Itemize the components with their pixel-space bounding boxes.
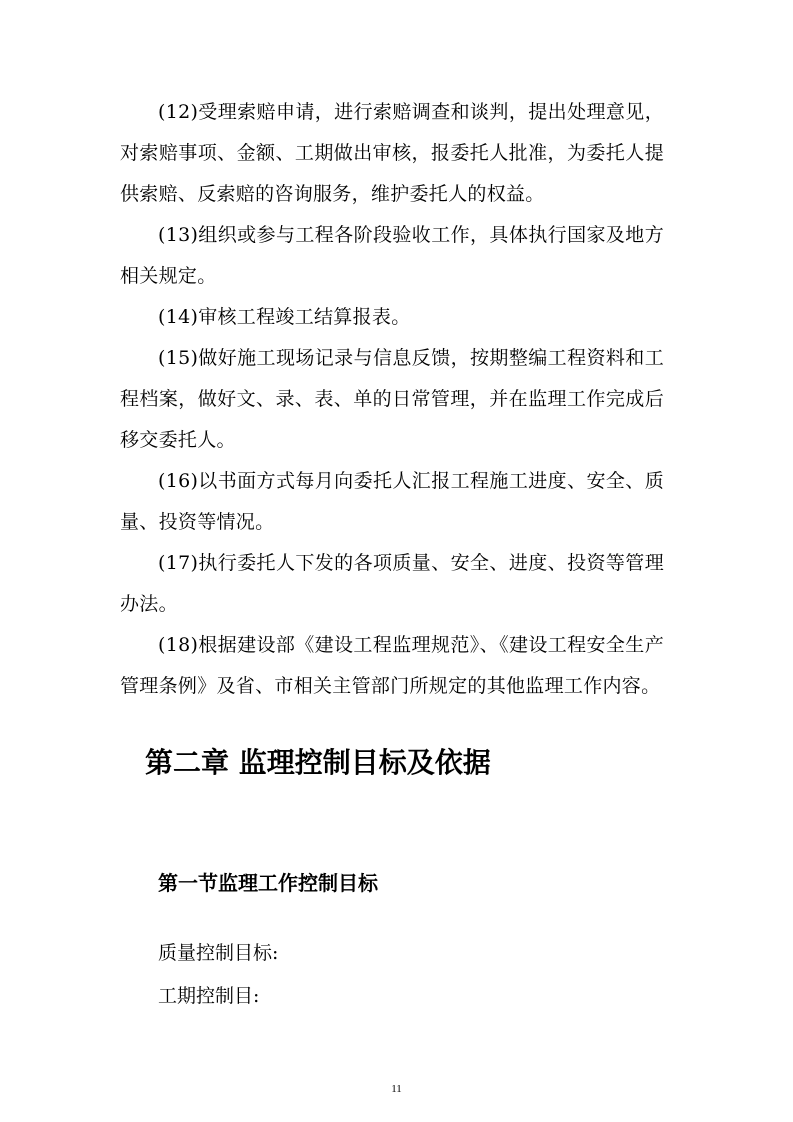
paragraph-item-16: (16)以书面方式每月向委托人汇报工程施工进度、安全、质量、投资等情况。 bbox=[120, 470, 664, 533]
chapter-title: 第二章 监理控制目标及依据 bbox=[145, 746, 491, 779]
paragraph-item-13: (13)组织或参与工程各阶段验收工作，具体执行国家及地方相关规定。 bbox=[120, 224, 664, 287]
paragraph-item-12: (12)受理索赔申请，进行索赔调查和谈判，提出处理意见，对索赔事项、金额、工期做出审核，报委托人批准，为委托人提供索赔、反索赔的咨询服务，维护委托人的权益。 bbox=[120, 101, 664, 205]
paragraph-item-18: (18)根据建设部《建设工程监理规范》、《建设工程安全生产管理条例》及省、市相关主管部门所规定的其他监理工作内容。 bbox=[120, 634, 664, 697]
schedule-target-label: 工期控制目: bbox=[158, 985, 260, 1007]
quality-target-label: 质量控制目标: bbox=[158, 942, 279, 964]
paragraph-item-14: (14)审核工程竣工结算报表。 bbox=[158, 306, 411, 328]
body-text bbox=[120, 92, 664, 707]
page-number: 11 bbox=[391, 1083, 402, 1095]
paragraph-item-17: (17)执行委托人下发的各项质量、安全、进度、投资等管理办法。 bbox=[120, 552, 664, 615]
section-title: 第一节监理工作控制目标 bbox=[158, 871, 378, 895]
paragraph-item-15: (15)做好施工现场记录与信息反馈，按期整编工程资料和工程档案，做好文、录、表、单的日常管理，并在监理工作完成后移交委托人。 bbox=[120, 347, 664, 451]
